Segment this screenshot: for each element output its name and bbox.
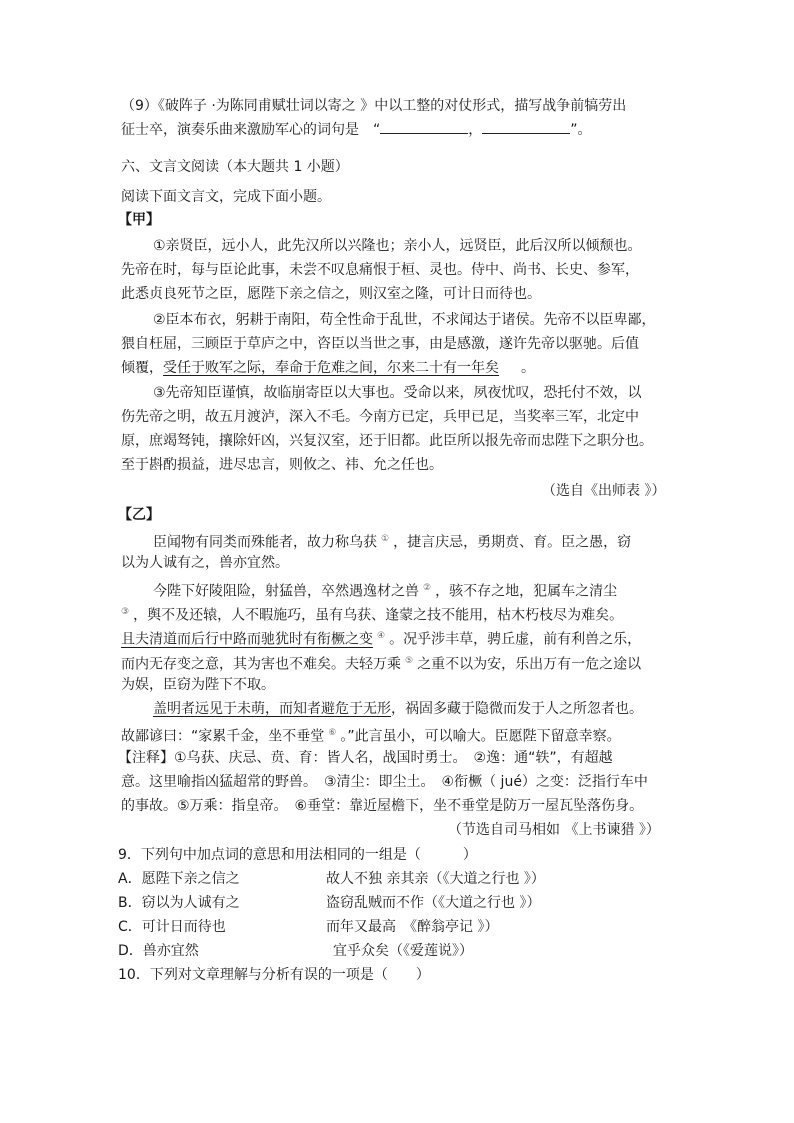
jia-line: ①亲贤臣，远小人，此先汉所以兴隆也；亲小人，远贤臣，此后汉所以倾颓也。 xyxy=(153,238,642,254)
jia-line: 至于斟酌损益，进尽忠言，则攸之、祎、允之任也。 xyxy=(121,457,443,473)
yi-line: 以为人诚有之，兽亦宜然。 xyxy=(121,555,289,571)
yi-text: 今陛下好陵阻险，射猛兽，卒然遇逸材之兽 xyxy=(153,583,419,600)
jia-line: 伤先帝之明，故五月渡泸，深入不毛。今南方已定，兵甲已足，当奖率三军，北定中 xyxy=(121,409,639,425)
closing-quote: ”。 xyxy=(570,122,592,138)
yi-text: 。况乎涉丰草，骋丘虚，前有利兽之乐， xyxy=(389,631,642,648)
yi-line xyxy=(121,723,621,747)
jia-line: 此悉贞良死节之臣，愿陛下亲之信之，则汉室之隆，可计日而待也。 xyxy=(121,286,541,302)
option-a[interactable]: A．愿陛下亲之信之 xyxy=(118,871,240,887)
answer-blank-2[interactable] xyxy=(482,119,570,134)
yi-text: ，捷言庆忌，勇期贲、育。臣之愚，窃 xyxy=(393,534,632,551)
yi-text: ，舆不及还辕，人不暇施巧，虽有乌获、逢蒙之技不能用，枯木朽枝尽为难矣。 xyxy=(133,607,624,624)
footnote-ref: ③ xyxy=(121,607,130,617)
yi-line: 为娱，臣窃为陛下不取。 xyxy=(121,677,275,693)
comma: ， xyxy=(468,122,483,138)
question-9-stem: 9．下列句中加点词的意思和用法相同的一组是（ ） xyxy=(118,847,477,863)
underlined-sentence: 且夫清道而后行中路而驰犹时有衔橛之变 xyxy=(121,631,373,648)
yi-text: 之重不以为安，乐出万有一危之途以 xyxy=(417,656,642,673)
notes-line: 意。这里喻指凶猛超常的野兽。 ③清尘：即尘土。 ④衔橛（ jué）之变：泛指行车中 xyxy=(121,774,648,790)
yi-text: 而内无存变之意，其为害也不难矣。夫轻万乘 xyxy=(121,656,401,673)
option-d-compare: 宜乎众矣（《爱莲说》） xyxy=(333,943,473,959)
jia-line: 原，庶竭驽钝，攘除奸凶，兴复汉室，还于旧都。此臣所以报先帝而忠陛下之职分也。 xyxy=(121,433,653,449)
jia-source: （选自《出师表 》） xyxy=(542,483,666,499)
option-b[interactable]: B．窃以为人诚有之 xyxy=(118,895,240,911)
passage-yi-title: 【乙】 xyxy=(118,507,160,523)
footnote-ref: ② xyxy=(423,583,432,593)
underlined-sentence: 盖明者远见于未萌，而知者避危于无形 xyxy=(153,701,391,717)
yi-source: （节选自司马相如 《上书谏猎 》） xyxy=(448,822,660,838)
jia-line: ②臣本布衣，躬耕于南阳，苟全性命于乱世，不求闻达于诸侯。先帝不以臣卑鄙， xyxy=(153,312,656,328)
jia-line: ③先帝知臣谨慎，故临崩寄臣以大事也。受命以来，夙夜忧叹，恐托付不效，以 xyxy=(153,385,642,401)
yi-text: 。”此言虽小，可以喻大。臣愿陛下留意幸察。 xyxy=(340,728,621,745)
yi-line xyxy=(121,602,623,626)
q9-fill-text: 征士卒，演奏乐曲来激励军心的词句是 “ xyxy=(121,122,381,138)
option-b-compare: 盗窃乱贼而不作（《大道之行也 》） xyxy=(326,895,541,911)
underlined-sentence: 受任于败军之际，奉命于危难之间，尔来二十有一年矣 xyxy=(163,360,499,376)
section-heading: 六、文言文阅读（本大题共 1 小题） xyxy=(121,159,349,175)
yi-line xyxy=(121,626,641,650)
yi-line xyxy=(153,578,617,602)
q9-fill-line2 xyxy=(121,119,592,140)
jia-line: 先帝在时，每与臣论此事，未尝不叹息痛恨于桓、灵也。侍中、尚书、长史、参军， xyxy=(121,262,639,278)
option-c[interactable]: C．可计日而待也 xyxy=(118,919,226,935)
yi-line xyxy=(153,529,631,553)
footnote-ref: ④ xyxy=(377,631,386,641)
jia-text: 倾覆， xyxy=(121,360,163,376)
jia-line xyxy=(121,358,535,378)
footnote-ref: ⑤ xyxy=(405,656,414,666)
option-c-compare: 而年又最高 《醉翁亭记 》） xyxy=(326,919,499,935)
yi-line xyxy=(121,651,641,675)
yi-text: 故鄙谚曰：“家累千金，坐不垂堂 xyxy=(121,728,325,745)
notes-line: 【注释】①乌获、庆忌、贲、育：皆人名，战国时勇士。 ②逸：通“轶”，有超越 xyxy=(118,750,613,766)
option-a-compare: 故人不独 亲其亲（《大道之行也 》） xyxy=(326,871,545,887)
option-d[interactable]: D．兽亦宜然 xyxy=(118,943,199,959)
jia-text: 。 xyxy=(521,360,535,376)
yi-text: ，祸固多藏于隐微而发于人之所忽者也。 xyxy=(391,701,643,717)
answer-blank-1[interactable] xyxy=(380,119,468,134)
jia-line: 猥自枉屈，三顾臣于草庐之中，咨臣以当世之事，由是感激，遂许先帝以驱驰。后值 xyxy=(121,336,639,352)
footnote-ref: ⑥ xyxy=(328,728,337,738)
yi-text: ，骇不存之地，犯属车之清尘 xyxy=(435,583,618,600)
passage-jia-title: 【甲】 xyxy=(118,212,160,228)
section-instruction: 阅读下面文言文，完成下面小题。 xyxy=(121,189,331,205)
q9-fill-line1: （9）《破阵子 ·为陈同甫赋壮词以寄之 》中以工整的对仗形式，描写战争前犒劳出 xyxy=(121,98,627,114)
notes-line: 的事故。⑤万乘：指皇帝。 ⑥垂堂：靠近屋檐下，坐不垂堂是防万一屋瓦坠落伤身。 xyxy=(121,798,644,814)
yi-line xyxy=(153,699,643,719)
question-10-stem: 10．下列对文章理解与分析有误的一项是（ ） xyxy=(118,967,430,983)
yi-text: 臣闻物有同类而殊能者，故力称乌获 xyxy=(153,534,377,551)
footnote-ref: ① xyxy=(381,534,390,544)
